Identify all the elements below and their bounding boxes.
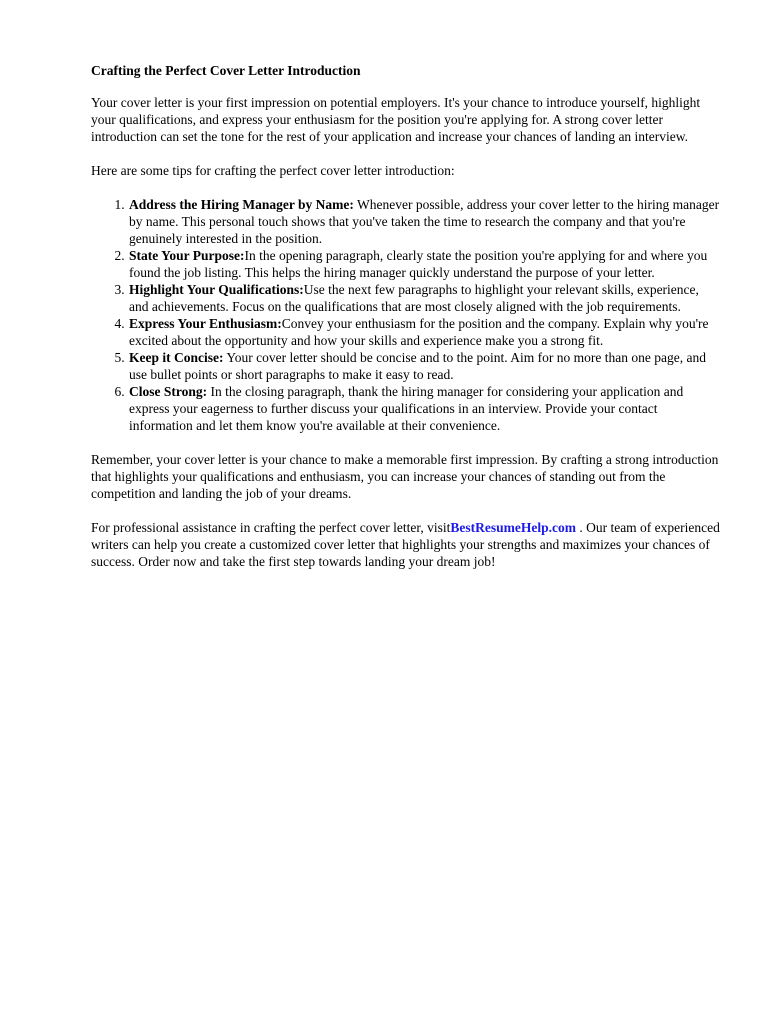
tips-list: [91, 196, 721, 434]
document-content: [91, 62, 721, 570]
tip-text: Your cover letter should be concise and to the point. Aim for no more than one page, and use bullet points or short paragraphs to make it easy to read.: [129, 350, 706, 382]
tip-text: Convey your enthusiasm for the position and the company. Explain why you're excited about the opportunity and how your skills and experience make you a strong fit.: [129, 316, 709, 348]
list-item: [128, 315, 721, 349]
best-resume-help-link[interactable]: BestResumeHelp.com: [450, 520, 576, 535]
list-item: [128, 196, 721, 247]
tip-text: Use the next few paragraphs to highlight your relevant skills, experience, and achievements. Focus on the qualifications that are most closely aligned with the job requirements.: [129, 282, 699, 314]
closing-paragraph: Remember, your cover letter is your chance to make a memorable first impression. By crafting a strong introduction that highlights your qualifications and enthusiasm, you can increase your chances of standing out from the competition and landing the job of your dreams.: [91, 452, 719, 501]
tip-text: In the closing paragraph, thank the hiring manager for considering your application and express your eagerness to further discuss your qualifications in an interview. Provide your contact information and let them know you're available at their convenience.: [129, 384, 684, 433]
tip-label: State Your Purpose:: [129, 248, 245, 263]
list-item: [128, 383, 721, 434]
document-title: Crafting the Perfect Cover Letter Introduction: [91, 63, 361, 78]
tip-label: Keep it Concise:: [129, 350, 224, 365]
list-item: [128, 281, 721, 315]
cta-after-link: . Our team of experienced writers can help you create a customized cover letter that highlights your strengths and maximizes your chances of success. Order now and take the first step towards landing your dream job!: [91, 520, 720, 569]
tip-text: Whenever possible, address your cover letter to the hiring manager by name. This personal touch shows that you've taken the time to research the company and that you're genuinely interested in the position.: [129, 197, 720, 246]
list-item: [128, 349, 721, 383]
intro-paragraph: Your cover letter is your first impression on potential employers. It's your chance to introduce yourself, highlight your qualifications, and express your enthusiasm for the position you're applying for. A strong cover letter introduction can set the tone for the rest of your application and increase your chances of landing an interview.: [91, 95, 701, 144]
tip-label: Highlight Your Qualifications:: [129, 282, 304, 297]
tip-label: Close Strong:: [129, 384, 208, 399]
cta-paragraph: [91, 519, 721, 570]
cta-before-link: For professional assistance in crafting the perfect cover letter, visit: [91, 520, 451, 535]
tip-text: In the opening paragraph, clearly state the position you're applying for and where you found the job listing. This helps the hiring manager quickly understand the purpose of your letter.: [129, 248, 708, 280]
tips-lead-paragraph: Here are some tips for crafting the perfect cover letter introduction:: [91, 163, 455, 178]
tip-label: Express Your Enthusiasm:: [129, 316, 282, 331]
list-item: [128, 247, 721, 281]
tip-label: Address the Hiring Manager by Name:: [129, 197, 354, 212]
